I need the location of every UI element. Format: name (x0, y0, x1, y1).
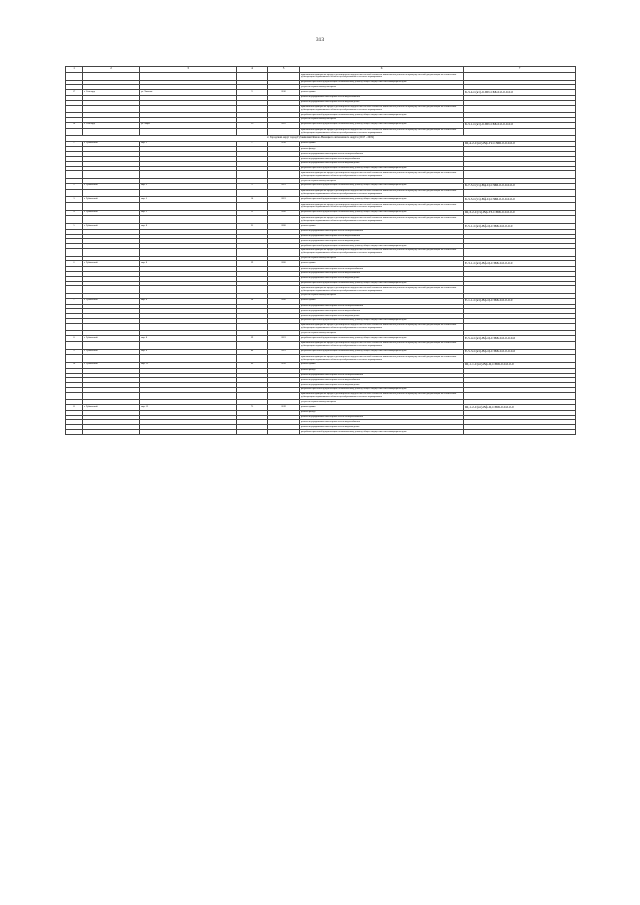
work-type-cell: приглашения проверка на предмет достоверности определения сметной стоимости капитального ремонта на проверку сметной документации на соответствие действующим нормативным в области ценообразования и сметного нормирования (300, 171, 464, 179)
year-cell: 2021 (268, 183, 300, 189)
year-cell (268, 392, 300, 400)
work-type-cell: ремонт внутридомовых инженерных систем водоснабжения (300, 378, 464, 383)
row-number (66, 323, 83, 331)
row-number (66, 203, 83, 211)
street-cell: мкр. 13 (140, 362, 237, 368)
row-number: 9 (66, 349, 83, 355)
building-code-cell: Щ-3-2-С(тз)-Вф-Г3-СЗББ-0-0-0-0-0 (464, 210, 576, 216)
year-cell (268, 323, 300, 331)
work-type-cell: разработка проектной документации на капитальному ремонту общего имущества в многоквартирном доме (300, 197, 464, 203)
year-cell: 2018 (268, 141, 300, 147)
house-number-cell (237, 430, 268, 435)
row-number (66, 392, 83, 400)
table-row (66, 341, 576, 349)
building-code-cell (464, 216, 576, 224)
work-type-cell: ремонт фасада (300, 147, 464, 152)
row-number: 18 (66, 122, 83, 128)
house-number-cell: 1А (237, 122, 268, 128)
city-cell (83, 73, 140, 81)
row-number: 7 (66, 298, 83, 304)
work-type-cell: разработка проектной документации на капитальному ремонту общего имущества в многоквартирном доме (300, 80, 464, 85)
table-row (66, 189, 576, 197)
street-cell (140, 355, 237, 363)
street-cell: мкр. 5 (140, 210, 237, 216)
year-cell (268, 105, 300, 113)
work-type-cell: ремонт внутридомовых инженерных систем электроснабжения (300, 415, 464, 420)
work-type-cell: разработка проектной документации на капитальному ремонту общего имущества в многоквартирном доме (300, 387, 464, 392)
work-type-cell: ремонт внутридомовых инженерных систем электроснабжения (300, 373, 464, 378)
building-code-cell (464, 73, 576, 81)
row-number (66, 105, 83, 113)
street-cell: мкр. 13 (140, 405, 237, 411)
building-code-cell: Е-5-4-С(кт)-Вф-Ц-СЗББ-0-0-0-0-0-0 (464, 336, 576, 342)
work-type-cell: разработка проектной документации на капитальному ремонту общего имущества в многоквартирном доме (300, 210, 464, 216)
work-type-cell: услуги по строительному контролю (300, 256, 464, 261)
work-type-cell: разработка проектной документации на капитальному ремонту общего имущества в многоквартирном доме (300, 430, 464, 435)
house-number-cell (237, 341, 268, 349)
year-cell: 2020 (268, 261, 300, 267)
work-type-cell: разработка проектной документации на капитальному ремонту общего имущества в многоквартирном доме (300, 349, 464, 355)
row-number (66, 286, 83, 294)
year-cell (268, 430, 300, 435)
building-code-cell (464, 171, 576, 179)
work-type-cell: приглашения проверка на предмет достоверности определения сметной стоимости капитального ремонта на проверку сметной документации на соответствие действующим нормативным в области ценообразования и сметного нормирования (300, 73, 464, 81)
building-code-cell (464, 286, 576, 294)
column-number: 6 (300, 67, 464, 73)
year-cell (268, 341, 300, 349)
city-cell: г. Губкинский (83, 298, 140, 304)
city-cell: г. Губкинский (83, 349, 140, 355)
building-code-cell: Е-3-1-С(кт)-Вф-Ц-СЗББ-0-0-0-0-0 (464, 261, 576, 267)
year-cell: 2019 (268, 362, 300, 368)
street-cell (140, 392, 237, 400)
work-type-cell: приглашения проверка на предмет достоверности определения сметной стоимости капитального ремонта на проверку сметной документации на соответствие действующим нормативным в области ценообразования и сметного нормирования (300, 392, 464, 400)
house-number-cell (237, 128, 268, 136)
year-cell: 2020 (268, 224, 300, 230)
city-cell: г. Губкинский (83, 261, 140, 267)
row-number (66, 341, 83, 349)
work-type-cell: ремонт внутридомовых инженерных систем электроснабжения (300, 267, 464, 272)
work-type-cell: приглашения проверка на предмет достоверности определения сметной стоимости капитального ремонта на проверку сметной документации на соответствие действующим нормативным в области ценообразования и сметного нормирования (300, 128, 464, 136)
house-number-cell: 25 (237, 224, 268, 230)
year-cell (268, 171, 300, 179)
city-cell: г. Салехард (83, 90, 140, 96)
year-cell (268, 128, 300, 136)
city-cell (83, 128, 140, 136)
street-cell (140, 430, 237, 435)
street-cell: мкр. 8 (140, 336, 237, 342)
row-number: 4 (66, 210, 83, 216)
city-cell (83, 355, 140, 363)
row-number: 8 (66, 336, 83, 342)
building-code-cell: Б-3-1-С(кт)-0-ПП-СББ-0-0-0-0-0-0 (464, 122, 576, 128)
work-type-cell: ремонт внутридомовых инженерных систем водоснабжения (300, 309, 464, 314)
house-number-cell: 40 (237, 349, 268, 355)
work-type-cell: ремонт внутридомовых инженерных систем водоснабжения (300, 157, 464, 162)
street-cell: мкр. 8 (140, 349, 237, 355)
house-number-cell: 75 (237, 405, 268, 411)
work-type-cell: услуги по строительному контролю (300, 85, 464, 90)
row-number: 5 (66, 224, 83, 230)
city-cell: г. Губкинский (83, 224, 140, 230)
street-cell (140, 216, 237, 224)
work-type-cell: ремонт крыши (300, 141, 464, 147)
work-type-cell: ремонт внутридомовых инженерных систем водоснабжения (300, 95, 464, 100)
work-type-cell: ремонт фасада (300, 410, 464, 415)
city-cell: г. Салехард (83, 122, 140, 128)
work-type-cell: ремонт крыши (300, 298, 464, 304)
house-number-cell (237, 355, 268, 363)
work-type-cell: разработка проектной документации на капитальному ремонту общего имущества в многоквартирном доме (300, 183, 464, 189)
city-cell: г. Губкинский (83, 405, 140, 411)
street-cell: ул. Чкалова (140, 90, 237, 96)
work-type-cell: ремонт внутридомовых инженерных систем водоснабжения (300, 234, 464, 239)
year-cell: 2020 (268, 298, 300, 304)
row-number (66, 128, 83, 136)
city-cell: г. Губкинский (83, 183, 140, 189)
city-cell (83, 323, 140, 331)
building-code-cell (464, 203, 576, 211)
year-cell: 2019 (268, 405, 300, 411)
year-cell (268, 73, 300, 81)
work-type-cell: ремонт внутридомовых инженерных систем водоснабжения (300, 271, 464, 276)
work-type-cell: ремонт крыши (300, 90, 464, 96)
building-code-cell: Б-3-3-С(тз)-Вф-Ц-СЗББ-0-0-0-0-0-0 (464, 197, 576, 203)
house-number-cell (237, 203, 268, 211)
table-row (66, 286, 576, 294)
work-type-cell: ремонт крыши (300, 224, 464, 230)
work-type-cell: приглашения проверка на предмет достоверности определения сметной стоимости капитального ремонта на проверку сметной документации на соответствие действующим нормативным в области ценообразования и сметного нормирования (300, 286, 464, 294)
row-number: 11 (66, 405, 83, 411)
year-cell: 2016 (268, 90, 300, 96)
street-cell: мкр. 8 (140, 298, 237, 304)
house-number-cell: 39 (237, 336, 268, 342)
building-code-cell (464, 128, 576, 136)
building-code-cell: Е-5-1-С(кт)-Вф-Ц-СЗББ-0-0-0-0-0 (464, 224, 576, 230)
table-row (66, 128, 576, 136)
work-type-cell: ремонт внутридомовых инженерных систем водоснабжения (300, 420, 464, 425)
house-number-cell (237, 248, 268, 256)
table-row (66, 73, 576, 81)
house-number-cell: 29 (237, 261, 268, 267)
column-number: 5 (268, 67, 300, 73)
city-cell: г. Губкинский (83, 362, 140, 368)
year-cell (268, 216, 300, 224)
table-row (66, 430, 576, 435)
row-number: 3 (66, 197, 83, 203)
street-cell (140, 189, 237, 197)
work-type-cell: ремонт внутридомовых инженерных систем водоотведения (300, 314, 464, 319)
table-row (66, 323, 576, 331)
street-cell (140, 105, 237, 113)
street-cell (140, 171, 237, 179)
work-type-cell: приглашения проверка на предмет достоверности определения сметной стоимости капитального ремонта на проверку сметной документации на соответствие действующим нормативным в области ценообразования и сметного нормирования (300, 355, 464, 363)
house-number-cell (237, 323, 268, 331)
work-type-cell: ремонт крыши (300, 261, 464, 267)
row-number (66, 248, 83, 256)
street-cell: мкр. 5 (140, 183, 237, 189)
work-type-cell: услуги по строительному контролю (300, 293, 464, 298)
city-cell (83, 341, 140, 349)
column-number: 2 (83, 67, 140, 73)
table-row (66, 203, 576, 211)
work-type-cell: ремонт внутридомовых инженерных систем водоотведения (300, 161, 464, 166)
work-type-cell: приглашения проверка на предмет достоверности определения сметной стоимости капитального ремонта на проверку сметной документации на соответствие действующим нормативным в области ценообразования и сметного нормирования (300, 323, 464, 331)
year-cell: 2022 (268, 122, 300, 128)
work-type-cell: ремонт внутридомовых инженерных систем водоотведения (300, 239, 464, 244)
capital-repair-table (65, 66, 576, 435)
house-number-cell: 9 (237, 90, 268, 96)
building-code-cell (464, 323, 576, 331)
street-cell: мкр. 5 (140, 197, 237, 203)
work-type-cell: разработка проектной документации на капитальному ремонту общего имущества в многоквартирном доме (300, 318, 464, 323)
work-type-cell: разработка проектной документации на капитальному ремонту общего имущества в многоквартирном доме (300, 113, 464, 118)
year-cell (268, 189, 300, 197)
table-row (66, 248, 576, 256)
work-type-cell: ремонт фасада (300, 368, 464, 373)
house-number-cell (237, 105, 268, 113)
work-type-cell: приглашения проверка на предмет достоверности определения сметной стоимости капитального ремонта на проверку сметной документации на соответствие действующим нормативным в области ценообразования и сметного нормирования (300, 189, 464, 197)
work-type-cell: приглашения проверка на предмет достоверности определения сметной стоимости капитального ремонта на проверку сметной документации на соответствие действующим нормативным в области ценообразования и сметного нормирования (300, 105, 464, 113)
year-cell: 2021 (268, 336, 300, 342)
house-number-cell (237, 171, 268, 179)
building-code-cell (464, 248, 576, 256)
work-type-cell: ремонт внутридомовых инженерных систем электроснабжения (300, 229, 464, 234)
work-type-cell: приглашения проверка на предмет достоверности определения сметной стоимости капитального ремонта на проверку сметной документации на соответствие действующим нормативным в области ценообразования и сметного нормирования (300, 216, 464, 224)
city-cell (83, 105, 140, 113)
year-cell (268, 286, 300, 294)
row-number (66, 73, 83, 81)
city-cell: г. Губкинский (83, 210, 140, 216)
work-type-cell: ремонт крыши (300, 362, 464, 368)
street-cell (140, 73, 237, 81)
house-number-cell: 38 (237, 298, 268, 304)
work-type-cell: ремонт внутридомовых инженерных систем водоотведения (300, 383, 464, 388)
house-number-cell (237, 216, 268, 224)
table-row (66, 355, 576, 363)
house-number-cell: 10 (237, 197, 268, 203)
building-code-cell (464, 430, 576, 435)
city-cell (83, 392, 140, 400)
row-number: 2 (66, 183, 83, 189)
work-type-cell: ремонт внутридомовых инженерных систем водоотведения (300, 425, 464, 430)
work-type-cell: услуги по строительному контролю (300, 179, 464, 184)
table-row (66, 392, 576, 400)
section-title: 2. Городской округ город Губкинский Ямало-Ненецкого автономного округа (2017 - 2019) (66, 136, 576, 142)
street-cell: мкр. 8 (140, 224, 237, 230)
work-type-cell: разработка проектной документации на капитальному ремонту общего имущества в многоквартирном доме (300, 166, 464, 171)
building-code-cell: Е-5-3-С(кт)-Вф-Ц-СЗББ-0-0-0-0-0-0 (464, 349, 576, 355)
column-number: 3 (140, 67, 237, 73)
city-cell (83, 248, 140, 256)
building-code-cell: Щ-1-2-С(кт)-Вф-Ц-СЗББ-0-0-0-0-0 (464, 405, 576, 411)
column-number: 4 (237, 67, 268, 73)
year-cell: 2021 (268, 349, 300, 355)
year-cell: 2020 (268, 210, 300, 216)
work-type-cell: разработка проектной документации на капитальному ремонту общего имущества в многоквартирном доме (300, 244, 464, 249)
city-cell (83, 203, 140, 211)
work-type-cell: разработка проектной документации на капитальному ремонту общего имущества в многоквартирном доме (300, 336, 464, 342)
house-number-cell: 9 (237, 183, 268, 189)
street-cell: мкр. 2 (140, 141, 237, 147)
building-code-cell: Е-1-1-С(кт)-Вф-Ц-СЗББ-0-0-0-0-0 (464, 298, 576, 304)
city-cell: г. Губкинский (83, 141, 140, 147)
street-cell (140, 248, 237, 256)
work-type-cell: ремонт крыши (300, 405, 464, 411)
building-code-cell: Щ-1-1-С(кт)-Вф-Ц-СЗББ-0-0-0-0-0 (464, 362, 576, 368)
row-number (66, 171, 83, 179)
street-cell (140, 323, 237, 331)
work-type-cell: ремонт внутридомовых инженерных систем водоотведения (300, 100, 464, 105)
column-number: 1 (66, 67, 83, 73)
row-number: 17 (66, 90, 83, 96)
street-cell (140, 203, 237, 211)
house-number-cell (237, 286, 268, 294)
table-row (66, 216, 576, 224)
row-number (66, 189, 83, 197)
work-type-cell: ремонт внутридомовых инженерных систем электроснабжения (300, 304, 464, 309)
house-number-cell (237, 189, 268, 197)
work-type-cell: услуги по строительному контролю (300, 400, 464, 405)
table-row (66, 105, 576, 113)
street-cell (140, 341, 237, 349)
row-number: 1 (66, 141, 83, 147)
city-cell (83, 286, 140, 294)
work-type-cell: приглашения проверка на предмет достоверности определения сметной стоимости капитального ремонта на проверку сметной документации на соответствие действующим нормативным в области ценообразования и сметного нормирования (300, 203, 464, 211)
work-type-cell: приглашения проверка на предмет достоверности определения сметной стоимости капитального ремонта на проверку сметной документации на соответствие действующим нормативным в области ценообразования и сметного нормирования (300, 248, 464, 256)
building-code-cell (464, 105, 576, 113)
building-code-cell (464, 341, 576, 349)
work-type-cell: приглашения проверка на предмет достоверности определения сметной стоимости капитального ремонта на проверку сметной документации на соответствие действующим нормативным в области ценообразования и сметного нормирования (300, 341, 464, 349)
work-type-cell: услуги по строительному контролю (300, 331, 464, 336)
work-type-cell: услуги по строительному контролю (300, 117, 464, 122)
house-number-cell: 66 (237, 362, 268, 368)
street-cell: мкр. 8 (140, 261, 237, 267)
row-number: 6 (66, 261, 83, 267)
year-cell: 2021 (268, 197, 300, 203)
city-cell (83, 430, 140, 435)
table-row (66, 171, 576, 179)
page-number: 313 (315, 37, 325, 43)
city-cell (83, 171, 140, 179)
street-cell: ул. Мира (140, 122, 237, 128)
work-type-cell: разработка проектной документации на капитальному ремонту общего имущества в многоквартирном доме (300, 122, 464, 128)
row-number (66, 355, 83, 363)
house-number-cell: 12 (237, 210, 268, 216)
building-code-cell (464, 355, 576, 363)
street-cell (140, 286, 237, 294)
city-cell: г. Губкинский (83, 197, 140, 203)
building-code-cell: Б-3-4-С(кт)-0-ПП-СББ-0-0-0-0-0-0 (464, 90, 576, 96)
house-number-cell (237, 392, 268, 400)
work-type-cell: ремонт внутридомовых инженерных систем электроснабжения (300, 152, 464, 157)
city-cell (83, 216, 140, 224)
row-number: 10 (66, 362, 83, 368)
building-code-cell: Б-7-3-С(тз)-Вф-Ц-СЗББ-0-0-0-0-0-0 (464, 183, 576, 189)
city-cell: г. Губкинский (83, 336, 140, 342)
house-number-cell: 1 (237, 141, 268, 147)
building-code-cell: Щ-4-2-С(кт)-Вф-Г2-СЗББ-0-0-0-0-0 (464, 141, 576, 147)
year-cell (268, 248, 300, 256)
year-cell (268, 355, 300, 363)
work-type-cell: разработка проектной документации на капитальному ремонту общего имущества в многоквартирном доме (300, 281, 464, 286)
work-type-cell: ремонт внутридомовых инженерных систем водоотведения (300, 276, 464, 281)
city-cell (83, 189, 140, 197)
building-code-cell (464, 189, 576, 197)
year-cell (268, 203, 300, 211)
column-number: 7 (464, 67, 576, 73)
street-cell (140, 128, 237, 136)
row-number (66, 430, 83, 435)
house-number-cell (237, 73, 268, 81)
row-number (66, 216, 83, 224)
building-code-cell (464, 392, 576, 400)
